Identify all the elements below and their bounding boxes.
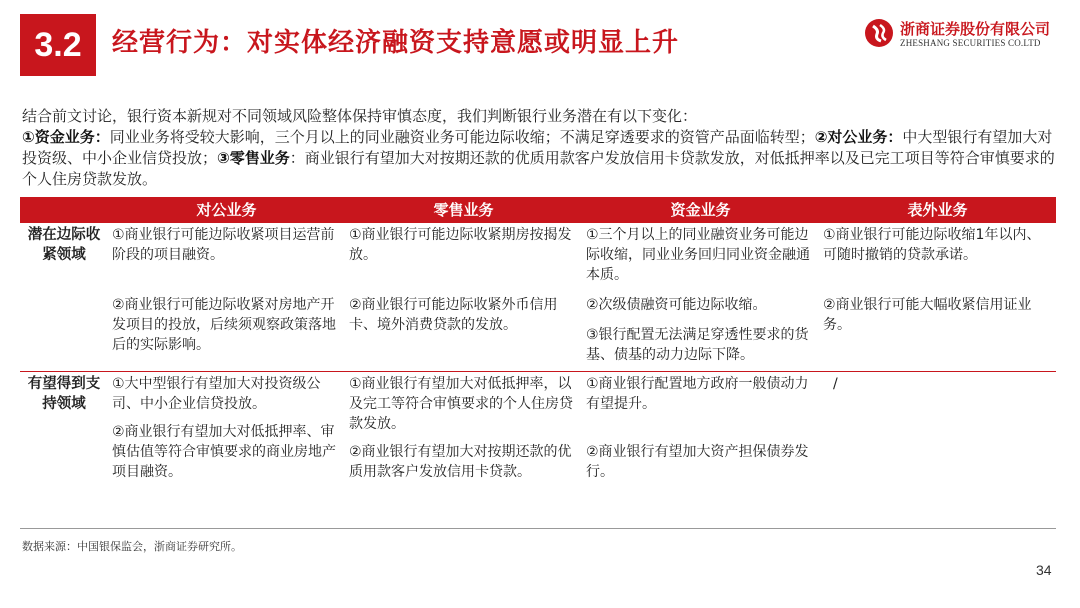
cell-item: ②次级债融资可能边际收缩。 xyxy=(586,297,767,313)
table-row xyxy=(20,372,1056,483)
cell-item: ①商业银行配置地方政府一般债动力有望提升。 xyxy=(586,376,809,412)
page-number: 34 xyxy=(1036,562,1052,578)
company-logo xyxy=(864,16,1060,56)
business-change-table xyxy=(20,197,1056,482)
cell-item: ②商业银行有望加大对低抵押率、审慎估值等符合审慎要求的商业房地产项目融资。 xyxy=(112,424,336,480)
retail-label: ③零售业务 xyxy=(217,149,290,167)
cell-item: ②商业银行可能边际收紧外币信用卡、境外消费贷款的发放。 xyxy=(349,297,558,333)
cell-item: ①商业银行有望加大对低抵押率，以及完工等符合审慎要求的个人住房贷款发放。 xyxy=(349,376,573,432)
table-row xyxy=(20,223,1056,372)
cell-item: ②商业银行有望加大对按期还款的优质用款客户发放信用卡贷款。 xyxy=(349,444,572,480)
cell-corporate-support xyxy=(108,372,345,483)
cell-item: ③银行配置无法满足穿透性要求的货基、债基的动力边际下降。 xyxy=(586,327,809,363)
cell-offbalance-support xyxy=(819,372,1056,483)
cell-item: / xyxy=(833,376,838,392)
section-number-badge: 3.2 xyxy=(20,14,96,76)
cell-offbalance-tightening xyxy=(819,223,1056,372)
corporate-label: ②对公业务： xyxy=(814,128,903,146)
header-funding: 资金业务 xyxy=(582,197,819,223)
company-name-en: ZHESHANG SECURITIES CO.LTD xyxy=(900,38,1041,48)
cell-funding-support xyxy=(582,372,819,483)
company-logo-icon xyxy=(864,18,894,48)
header-corporate: 对公业务 xyxy=(108,197,345,223)
cell-item: ②商业银行可能边际收紧对房地产开发项目的投放，后续须观察政策落地后的实际影响。 xyxy=(112,297,336,353)
cell-item: ①商业银行可能边际收缩1年以内、可随时撤销的贷款承诺。 xyxy=(823,227,1041,263)
funding-text: 同业业务将受较大影响，三个月以上的同业融资业务可能边际收缩；不满足穿透要求的资管产品面临转型； xyxy=(109,128,815,146)
retail-text: ：商业银行有望加大对按期还款的优质用款客户发放信用卡贷款发放，对低抵押率以及已完工项目等符合审慎要求的个人住房贷款发放。 xyxy=(22,149,1055,188)
data-source-note: 数据来源：中国银保监会，浙商证券研究所。 xyxy=(22,540,242,553)
cell-item: ②商业银行可能大幅收紧信用证业务。 xyxy=(823,297,1032,333)
corporate-text: 中大型银行有望加大对投资级、中小企业信贷投放； xyxy=(22,128,1053,167)
cell-item: ②商业银行有望加大资产担保债券发行。 xyxy=(586,444,809,480)
company-name-cn: 浙商证券股份有限公司 xyxy=(900,20,1051,38)
cell-item: ①三个月以上的同业融资业务可能边际收缩，同业业务回归同业资金融通本质。 xyxy=(586,227,810,283)
page-title: 经营行为：对实体经济融资支持意愿或明显上升 xyxy=(112,28,680,58)
header-offbalance: 表外业务 xyxy=(819,197,1056,223)
header-empty xyxy=(20,197,108,223)
cell-corporate-tightening xyxy=(108,223,345,372)
intro-line: 结合前文讨论，银行资本新规对不同领域风险整体保持审慎态度，我们判断银行业务潜在有以下变化： xyxy=(22,107,698,125)
footer-divider xyxy=(20,528,1056,529)
cell-retail-tightening xyxy=(345,223,582,372)
row-label-tightening: 潜在边际收紧领域 xyxy=(27,227,101,263)
header-retail: 零售业务 xyxy=(345,197,582,223)
cell-item: ①商业银行可能边际收紧项目运营前阶段的项目融资。 xyxy=(112,227,335,263)
table-header-row xyxy=(20,197,1056,223)
row-label-support: 有望得到支持领域 xyxy=(20,372,108,483)
cell-funding-tightening xyxy=(582,223,819,372)
cell-item: ①商业银行可能边际收紧期房按揭发放。 xyxy=(349,227,572,263)
cell-retail-support xyxy=(345,372,582,483)
intro-text xyxy=(22,106,1058,190)
cell-item: ①大中型银行有望加大对投资级公司、中小企业信贷投放。 xyxy=(112,376,321,412)
intro-summary xyxy=(22,127,1058,190)
funding-label: ①资金业务： xyxy=(22,128,110,146)
